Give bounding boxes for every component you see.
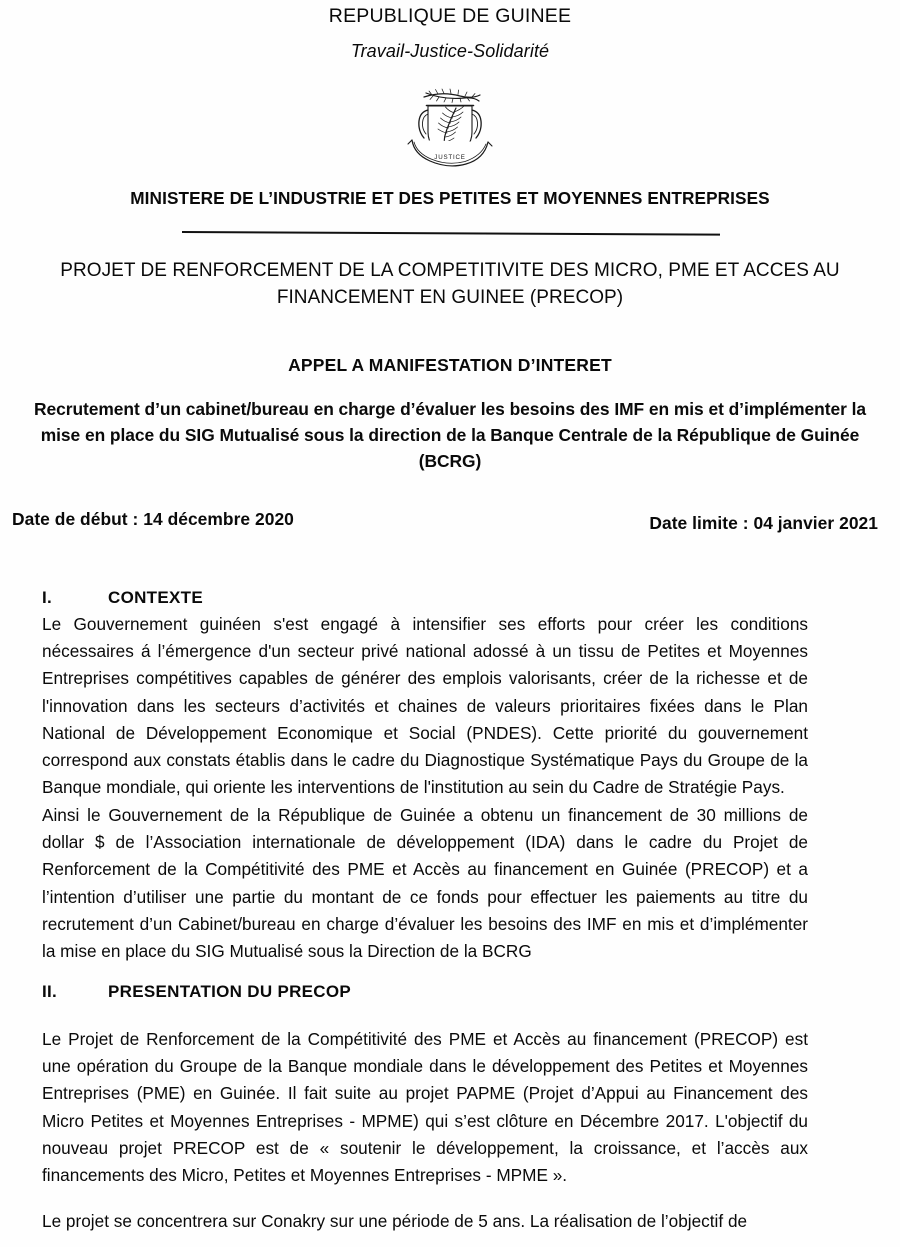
paragraph-presentation-2: Le projet se concentrera sur Conakry sur une période de 5 ans. La réalisation de l’objectif de	[42, 1211, 748, 1231]
section-title: PRESENTATION DU PRECOP	[108, 982, 352, 1001]
paragraph-presentation-1: Le Projet de Renforcement de la Compétitivité des PME et Accès au financement (PRECOP) est une opération du Groupe de la Banque mondiale dans le développement des Petites et Moyennes Entreprises (PME) en Guinée. Il fait suite au projet PAPME (Projet d’Appui au Financement des Micro Petites et Moyennes Entreprises - MPME) qui s’est clôture en Décembre 2017. L'objectif du nouveau projet PRECOP est de « soutenir le développement, la croissance, et l’accès aux financements des Micro, Petites et Moyennes Entreprises - MPME ».	[42, 1029, 808, 1186]
section-numeral: II.	[42, 982, 58, 1001]
paragraph-contexte-2: Ainsi le Gouvernement de la République de Guinée a obtenu un financement de 30 millions de dollar $ de l’Association internationale de développement (IDA) dans le cadre du Projet de Renforcement de la Compétitivité des PME et Accès au financement en Guinée (PRECOP) et a l’intention d’utiliser une partie du montant de ce fonds pour effectuer les paiements au titre du recrutement d’un Cabinet/bureau en charge d’évaluer les besoins des IMF en mis et d’implémenter la mise en place du SIG Mutualisé sous la Direction de la BCRG	[42, 805, 808, 962]
ministry-heading: MINISTERE DE L’INDUSTRIE ET DES PETITES ET MOYENNES ENTREPRISES	[130, 188, 770, 208]
deadline-date: Date limite : 04 janvier 2021	[649, 513, 878, 533]
svg-text:JUSTICE: JUSTICE	[434, 154, 466, 161]
national-motto: Travail-Justice-Solidarité	[350, 41, 550, 61]
header-divider-rule	[182, 231, 720, 236]
coat-of-arms-container	[0, 84, 900, 170]
republic-heading: REPUBLIQUE DE GUINEE	[328, 5, 572, 27]
section-heading-contexte	[42, 588, 808, 608]
start-date: Date de début : 14 décembre 2020	[12, 509, 294, 529]
guinea-coat-of-arms-icon	[402, 84, 498, 170]
paragraph-contexte-1: Le Gouvernement guinéen s'est engagé à intensifier ses efforts pour créer les conditions nécessaires á l’émergence d'un secteur privé national adossé à un tissu de Petites et Moyennes Entreprises compétitives capables de générer des emplois valorisants, créer de la richesse et de l'innovation dans les secteurs d’activités et chaines de valeurs prioritaires fixées dans le Plan National de Développement Economique et Social (PNDES). Cette priorité du gouvernement correspond aux constats établis dans le cadre du Diagnostique Systématique Pays du Groupe de la Banque mondiale, qui oriente les interventions de l'institution au sein du Cadre de Stratégie Pays.	[42, 614, 808, 798]
section-numeral: I.	[42, 588, 53, 607]
project-title: PROJET DE RENFORCEMENT DE LA COMPETITIVITE DES MICRO, PME ET ACCES AU FINANCEMENT EN GUINEE (PRECOP)	[60, 260, 840, 308]
section-title: CONTEXTE	[108, 588, 203, 607]
notice-subject: Recrutement d’un cabinet/bureau en charge d’évaluer les besoins des IMF en mis et d’implémenter la mise en place du SIG Mutualisé sous la direction de la Banque Centrale de la République de Guinée (BCRG)	[33, 399, 867, 472]
section-heading-presentation	[42, 982, 808, 1002]
notice-type-title: APPEL A MANIFESTATION D’INTERET	[288, 355, 612, 375]
